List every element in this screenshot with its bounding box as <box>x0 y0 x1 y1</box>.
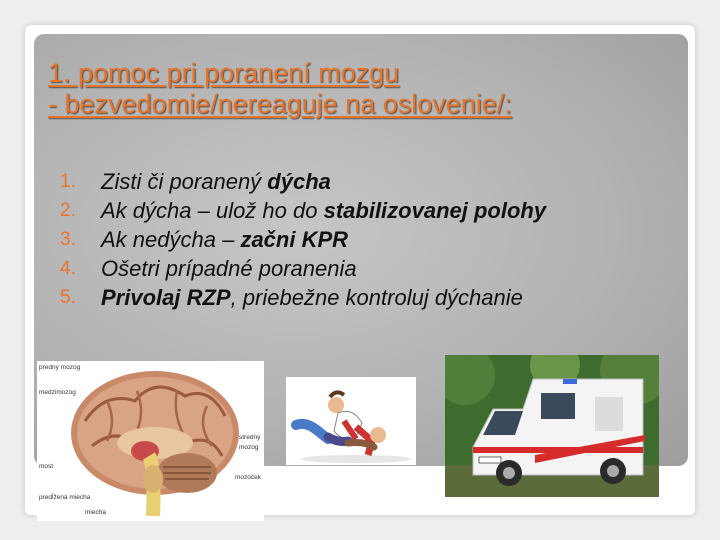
brain-label: miecha <box>85 509 106 516</box>
step-text: Ak dýcha – ulož ho do <box>101 198 324 223</box>
step-number: 2. <box>60 200 76 221</box>
step-item <box>60 196 546 225</box>
step-number: 5. <box>60 287 76 308</box>
slide-title <box>48 58 668 120</box>
step-text-bold: začni KPR <box>240 227 349 252</box>
brain-label: medzimozog <box>39 389 76 396</box>
cpr-illustration <box>286 377 416 465</box>
brain-label: predĺžená miecha <box>39 494 91 501</box>
step-text: , priebežne kontroluj dýchanie <box>230 285 523 310</box>
brain-label: mozog <box>239 444 259 451</box>
step-number: 1. <box>60 171 76 192</box>
brain-label: mozoček <box>235 474 262 481</box>
steps-list <box>60 167 546 312</box>
step-item <box>60 225 546 254</box>
step-item <box>60 254 546 283</box>
step-item <box>60 167 546 196</box>
step-number: 4. <box>60 258 76 279</box>
cpr-illustration-image <box>286 377 416 465</box>
brain-label: stredný <box>239 434 261 441</box>
title-line-1: 1. pomoc pri poranení mozgu <box>48 58 400 88</box>
step-text: Zisti či poranený <box>101 169 268 194</box>
ambulance-photo <box>445 355 659 497</box>
step-text-bold: dýcha <box>267 169 331 194</box>
brain-label: predný mozog <box>39 364 81 371</box>
step-text-bold: Privolaj RZP <box>101 285 231 310</box>
step-text-bold: stabilizovanej polohy <box>323 198 547 223</box>
step-text: Ošetri prípadné poranenia <box>101 256 357 281</box>
step-text: Ak nedýcha – <box>101 227 241 252</box>
brain-label: most <box>39 463 54 470</box>
title-line-2: - bezvedomie/nereaguje na oslovenie/: <box>48 89 512 119</box>
step-item <box>60 283 546 312</box>
step-number: 3. <box>60 229 76 250</box>
brain-diagram-image <box>37 361 264 521</box>
ambulance-illustration <box>445 355 659 497</box>
